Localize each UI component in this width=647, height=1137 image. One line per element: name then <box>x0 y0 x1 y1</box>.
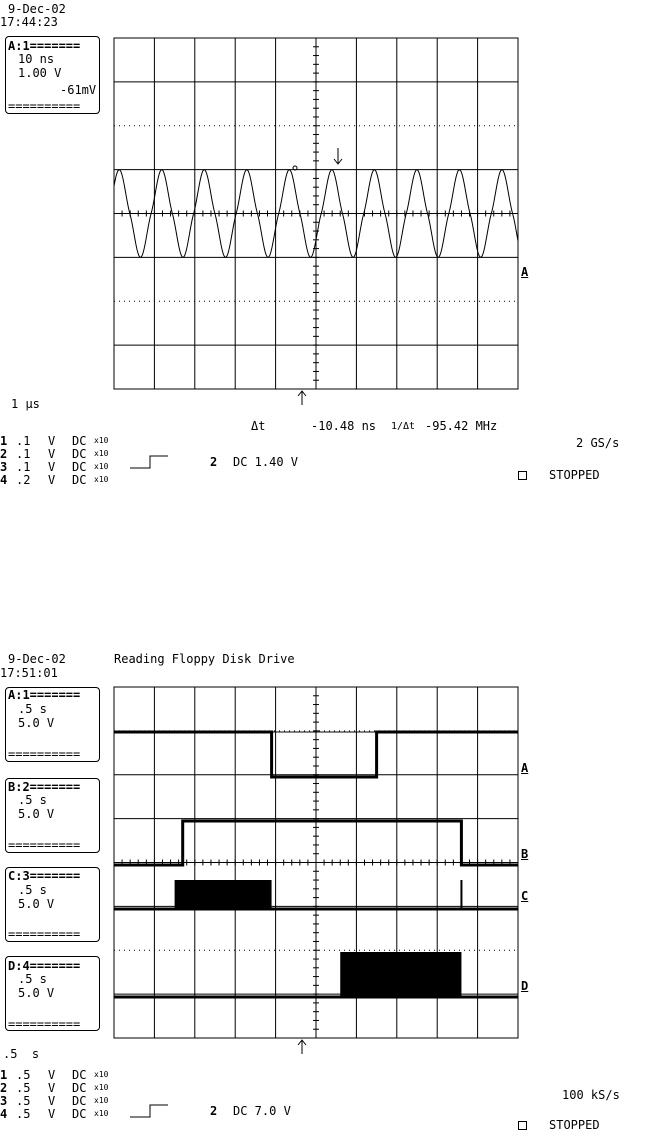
channel-number: 3 <box>0 1094 8 1108</box>
scope2-date: 9-Dec-02 <box>8 652 66 666</box>
channel-unit: V <box>48 1068 56 1082</box>
trace-box-volts: 5.0 V <box>18 807 55 821</box>
trace-box-volts: 5.0 V <box>18 716 55 730</box>
trace-box-timebase: .5 s <box>18 883 47 897</box>
scope2-time: 17:51:01 <box>0 666 58 680</box>
channel-scale: .2 <box>16 473 31 487</box>
scope1-status: STOPPED <box>549 468 600 482</box>
channel-unit: V <box>48 460 56 474</box>
channel-scale: .5 <box>16 1107 31 1121</box>
scope2-status-indicator <box>518 1121 527 1130</box>
channel-number: 3 <box>0 460 8 474</box>
channel-coupling: DC <box>72 1081 87 1095</box>
scope2-data-burst <box>340 952 461 997</box>
channel-unit: V <box>48 434 56 448</box>
trace-box-header: C:3======= <box>8 869 81 883</box>
scope1-trace-box-volts: 1.00 V <box>18 66 62 80</box>
scope1-trace-box-footer: ========== <box>8 99 81 113</box>
channel-coupling: DC <box>72 447 87 461</box>
channel-unit: V <box>48 1081 56 1095</box>
channel-scale: .5 <box>16 1094 31 1108</box>
channel-scale: .5 <box>16 1081 31 1095</box>
trace-box-volts: 5.0 V <box>18 986 55 1000</box>
scope2-timebase-label: .5 s <box>3 1047 40 1061</box>
scope2-trigger-channel: 2 <box>210 1104 218 1118</box>
scope1-status-indicator <box>518 471 527 480</box>
channel-probe: x10 <box>94 1083 109 1092</box>
scope1-time: 17:44:23 <box>0 15 58 29</box>
scope2-trace-marker-c: C <box>521 889 529 903</box>
channel-number: 4 <box>0 1107 8 1121</box>
channel-probe: x10 <box>94 449 109 458</box>
scope2-trigger-arrow <box>298 1040 306 1054</box>
scope2-trace-marker-d: D <box>521 979 529 993</box>
channel-coupling: DC <box>72 1107 87 1121</box>
scope1-inv-delta-label: 1/Δt <box>391 421 416 432</box>
scope1-sample-rate: 2 GS/s <box>576 436 620 450</box>
scope1-trigger-symbol <box>130 456 168 468</box>
trace-box-volts: 5.0 V <box>18 897 55 911</box>
trace-box-footer: ========== <box>8 838 81 852</box>
channel-scale: .1 <box>16 447 31 461</box>
scope1-trace-marker: A <box>521 265 529 279</box>
scope2-trace-marker-a: A <box>521 761 529 775</box>
scope1-trigger-arrow <box>298 391 306 405</box>
trace-box-timebase: .5 s <box>18 972 47 986</box>
scope1-trigger-level: DC 1.40 V <box>233 455 299 469</box>
channel-unit: V <box>48 1094 56 1108</box>
scope2-data-burst <box>175 880 272 909</box>
scope1-delta-t-label: Δt <box>251 419 266 433</box>
channel-probe: x10 <box>94 1070 109 1079</box>
channel-number: 4 <box>0 473 8 487</box>
scope2-title: Reading Floppy Disk Drive <box>114 652 295 666</box>
scope1-cursor-marker <box>334 148 342 164</box>
channel-unit: V <box>48 447 56 461</box>
channel-number: 2 <box>0 1081 8 1095</box>
channel-scale: .5 <box>16 1068 31 1082</box>
channel-probe: x10 <box>94 1109 109 1118</box>
channel-probe: x10 <box>94 436 109 445</box>
scope1-trace-box-offset: -61mV <box>60 83 97 97</box>
channel-coupling: DC <box>72 460 87 474</box>
channel-unit: V <box>48 473 56 487</box>
channel-probe: x10 <box>94 462 109 471</box>
scope1-inv-delta-value: -95.42 MHz <box>425 419 498 433</box>
scope1-trigger-channel: 2 <box>210 455 218 469</box>
channel-number: 1 <box>0 434 8 448</box>
scope2-pulse-outline <box>272 732 377 777</box>
scope1-trace-box-timebase: 10 ns <box>18 52 55 66</box>
scope2-trigger-symbol <box>130 1105 168 1117</box>
scope2-trigger-level: DC 7.0 V <box>233 1104 291 1118</box>
channel-probe: x10 <box>94 1096 109 1105</box>
channel-number: 1 <box>0 1068 8 1082</box>
scope1-trace-box-header: A:1======= <box>8 39 81 53</box>
trace-box-header: A:1======= <box>8 688 81 702</box>
trace-box-header: D:4======= <box>8 959 81 973</box>
channel-coupling: DC <box>72 1068 87 1082</box>
channel-number: 2 <box>0 447 8 461</box>
scope2-status: STOPPED <box>549 1118 600 1132</box>
trace-box-timebase: .5 s <box>18 793 47 807</box>
scope2-sample-rate: 100 kS/s <box>562 1088 620 1102</box>
trace-box-header: B:2======= <box>8 780 81 794</box>
scope1-date: 9-Dec-02 <box>8 2 66 16</box>
trace-box-footer: ========== <box>8 1017 81 1031</box>
trace-box-timebase: .5 s <box>18 702 47 716</box>
channel-unit: V <box>48 1107 56 1121</box>
channel-probe: x10 <box>94 475 109 484</box>
scope2-trace-marker-b: B <box>521 847 529 861</box>
scope1-timebase-label: 1 µs <box>11 397 40 411</box>
trace-box-footer: ========== <box>8 747 81 761</box>
channel-scale: .1 <box>16 434 31 448</box>
channel-scale: .1 <box>16 460 31 474</box>
channel-coupling: DC <box>72 434 87 448</box>
channel-coupling: DC <box>72 473 87 487</box>
channel-coupling: DC <box>72 1094 87 1108</box>
scope1-delta-t-value: -10.48 ns <box>311 419 377 433</box>
trace-box-footer: ========== <box>8 927 81 941</box>
